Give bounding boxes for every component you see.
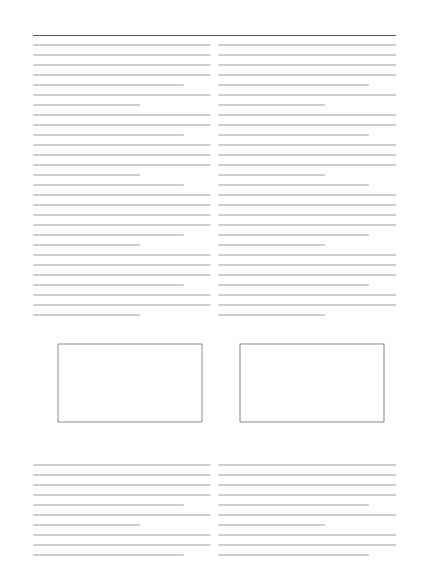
text-line-placeholder — [218, 134, 369, 136]
text-line-placeholder — [33, 184, 184, 186]
text-line-placeholder — [33, 534, 211, 536]
text-line-placeholder — [218, 464, 396, 466]
text-lines — [33, 44, 211, 328]
text-line-placeholder — [33, 144, 211, 146]
text-line-placeholder — [218, 144, 396, 146]
text-line-placeholder — [33, 204, 211, 206]
text-line-placeholder — [33, 234, 184, 236]
text-line-placeholder — [218, 264, 396, 266]
text-line-placeholder — [218, 314, 325, 316]
text-lines — [33, 464, 211, 564]
plot-area-frame — [240, 344, 384, 422]
text-line-placeholder — [33, 254, 211, 256]
text-column-bottom-left — [33, 464, 211, 564]
text-line-placeholder — [33, 54, 211, 56]
text-line-placeholder — [218, 194, 396, 196]
text-line-placeholder — [33, 214, 211, 216]
text-line-placeholder — [218, 534, 396, 536]
text-line-placeholder — [218, 204, 396, 206]
text-line-placeholder — [33, 474, 211, 476]
text-column-bottom-right — [218, 464, 396, 564]
text-line-placeholder — [33, 114, 211, 116]
figure — [40, 338, 390, 438]
text-line-placeholder — [218, 44, 396, 46]
text-line-placeholder — [33, 74, 211, 76]
text-column-left — [33, 44, 211, 328]
text-line-placeholder — [218, 234, 369, 236]
text-line-placeholder — [218, 164, 396, 166]
text-line-placeholder — [33, 274, 211, 276]
chart-panel-a — [40, 338, 208, 438]
plot-area-frame — [58, 344, 202, 422]
text-line-placeholder — [33, 154, 211, 156]
text-line-placeholder — [218, 124, 396, 126]
text-line-placeholder — [33, 94, 211, 96]
text-line-placeholder — [218, 74, 396, 76]
text-line-placeholder — [33, 484, 211, 486]
text-line-placeholder — [218, 104, 325, 106]
text-line-placeholder — [33, 124, 211, 126]
text-line-placeholder — [218, 214, 396, 216]
text-line-placeholder — [218, 514, 396, 516]
text-line-placeholder — [218, 64, 396, 66]
text-line-placeholder — [33, 544, 211, 546]
text-line-placeholder — [218, 154, 396, 156]
text-line-placeholder — [33, 84, 184, 86]
text-line-placeholder — [33, 44, 211, 46]
text-line-placeholder — [33, 164, 211, 166]
text-column-right — [218, 44, 396, 328]
text-line-placeholder — [33, 284, 184, 286]
text-line-placeholder — [33, 304, 211, 306]
text-line-placeholder — [218, 474, 396, 476]
text-line-placeholder — [218, 284, 369, 286]
text-line-placeholder — [33, 244, 140, 246]
text-line-placeholder — [33, 524, 140, 526]
text-line-placeholder — [218, 524, 325, 526]
header-rule — [33, 35, 396, 36]
text-line-placeholder — [33, 494, 211, 496]
text-line-placeholder — [33, 104, 140, 106]
text-line-placeholder — [218, 494, 396, 496]
text-line-placeholder — [218, 224, 396, 226]
text-line-placeholder — [218, 184, 369, 186]
text-line-placeholder — [218, 244, 325, 246]
text-line-placeholder — [218, 174, 325, 176]
text-line-placeholder — [218, 504, 369, 506]
chart-panel-b — [222, 338, 390, 438]
figure-panel-b — [222, 338, 390, 438]
figure-caption — [150, 442, 280, 458]
text-line-placeholder — [218, 484, 396, 486]
text-line-placeholder — [33, 64, 211, 66]
text-line-placeholder — [218, 54, 396, 56]
text-lines — [218, 464, 396, 564]
text-line-placeholder — [33, 224, 211, 226]
text-line-placeholder — [218, 294, 396, 296]
text-line-placeholder — [33, 554, 184, 556]
text-line-placeholder — [33, 314, 140, 316]
text-line-placeholder — [218, 254, 396, 256]
text-line-placeholder — [33, 294, 211, 296]
text-line-placeholder — [33, 464, 211, 466]
text-line-placeholder — [218, 304, 396, 306]
text-line-placeholder — [218, 114, 396, 116]
text-line-placeholder — [218, 94, 396, 96]
text-line-placeholder — [218, 274, 396, 276]
text-line-placeholder — [33, 504, 184, 506]
text-line-placeholder — [218, 544, 396, 546]
text-line-placeholder — [33, 264, 211, 266]
text-line-placeholder — [218, 554, 369, 556]
figure-panel-a — [40, 338, 208, 438]
text-line-placeholder — [33, 134, 184, 136]
text-line-placeholder — [33, 194, 211, 196]
text-line-placeholder — [33, 514, 211, 516]
text-line-placeholder — [33, 174, 140, 176]
text-line-placeholder — [218, 84, 369, 86]
text-lines — [218, 44, 396, 328]
